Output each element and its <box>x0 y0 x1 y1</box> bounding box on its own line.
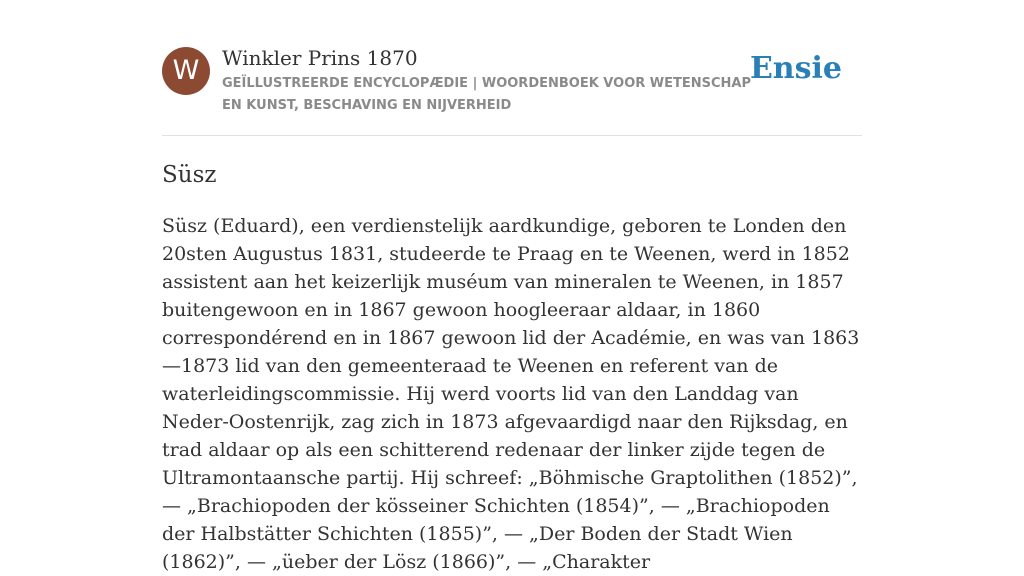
source-subtitle: GEÏLLUSTREERDE ENCYCLOPÆDIE | WOORDENBOEK VOOR WETENSCHAP EN KUNST, BESCHAVING EN NIJVERHEID <box>222 76 751 113</box>
ensie-logo[interactable]: Ensie <box>749 51 842 86</box>
source-avatar[interactable]: W <box>162 47 210 95</box>
source-info <box>222 44 752 117</box>
entry-header <box>162 0 862 136</box>
entry-title: Süsz <box>162 162 217 188</box>
source-title[interactable]: Winkler Prins 1870 <box>222 46 418 70</box>
page <box>162 0 862 573</box>
entry-body: Süsz (Eduard), een verdienstelijk aardkundige, geboren te Londen den 20sten Augustus 1831, studeerde te Praag en te Weenen, werd in 1852 assistent aan het keizerlijk muséum van mineralen te Weenen, in 1857 buitengewoon en in 1867 gewoon hoogleeraar aldaar, in 1860 correspondérend en in 1867 gewoon lid der Académie, en was van 1863—1873 lid van den gemeenteraad te Weenen en referent van de waterleidingscommissie. Hij werd voorts lid van den Landdag van Neder-Oostenrijk, zag zich in 1873 afgevaardigd naar den Rijksdag, en trad aldaar op als een schitterend redenaar der linker zijde tegen de Ultramontaansche partij. Hij schreef: „Böhmische Graptolithen (1852)”, — „Brachiopoden der kösseiner Schichten (1854)”, — „Brachiopoden der Halbstätter Schichten (1855)”, — „Der Boden der Stadt Wien (1862)”, — „üeber der Lösz (1866)”, — „Charakter <box>162 215 860 573</box>
